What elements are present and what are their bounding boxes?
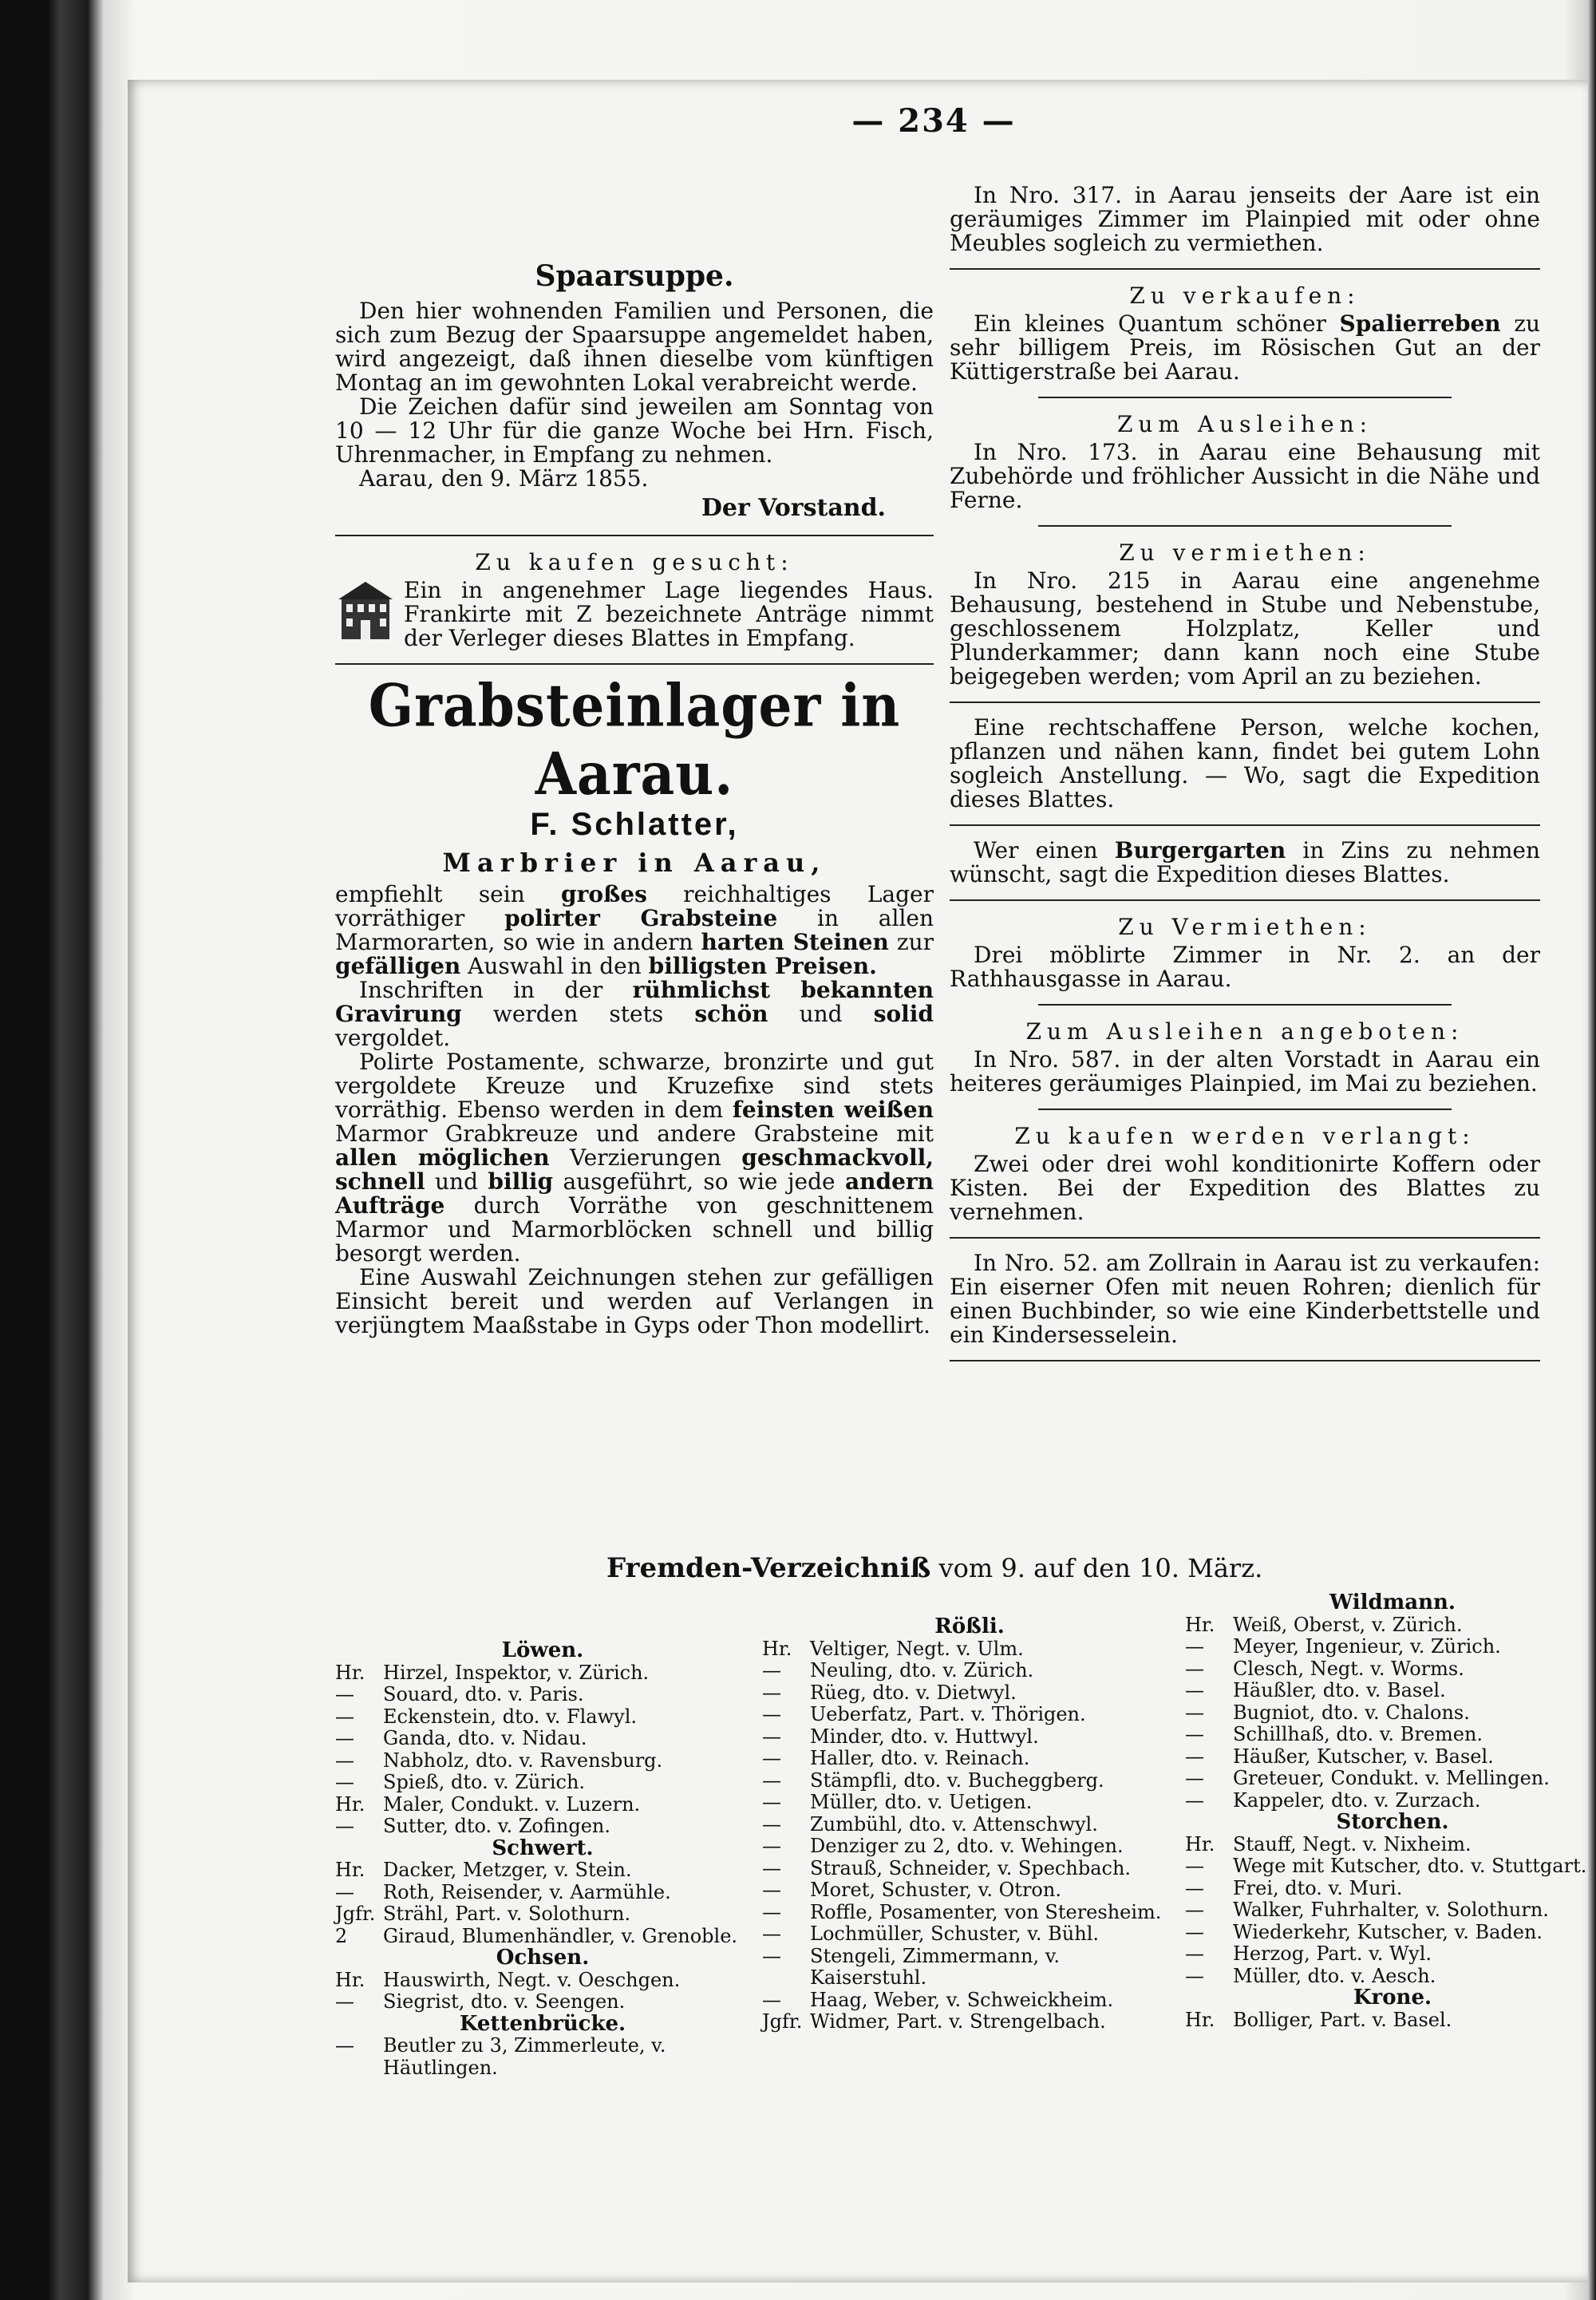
- guest-prefix: —: [762, 1856, 781, 1879]
- guest-text: Häußer, Kutscher, v. Basel.: [1233, 1745, 1494, 1768]
- guest-prefix: —: [335, 2034, 354, 2057]
- grabstein-title: Grabsteinlager in Aarau.: [368, 671, 901, 808]
- left-column: [335, 136, 934, 1338]
- guest-prefix: —: [762, 1703, 781, 1725]
- spaarsuppe-para1: Den hier wohnenden Familien und Personen, die sich zum Bezug der Spaarsuppe angemeldet haben, wird angezeigt, daß ihnen dieselbe vom künftigen Montag an im gewohnten Lokal verabreicht werde.: [335, 298, 934, 396]
- guest-entry: [335, 1750, 750, 1772]
- guest-text: Stämpfli, dto. v. Bucheggberg.: [810, 1768, 1104, 1792]
- firm-role: Marbrier in Aarau,: [442, 848, 827, 878]
- guest-prefix: Hr.: [1185, 1832, 1215, 1855]
- guest-prefix: Hr.: [335, 1968, 365, 1991]
- guest-text: Bugniot, dto. v. Chalons.: [1233, 1701, 1470, 1724]
- guest-text: Ganda, dto. v. Nidau.: [383, 1727, 587, 1749]
- ad4-heading: Zu vermiethen:: [1119, 539, 1371, 566]
- grabstein-para2: Inschriften in der rühmlichst bekannten Gravirung werden stets schön und solid vergoldet.: [335, 977, 934, 1051]
- guest-text: Meyer, Ingenieur, v. Zürich.: [1233, 1635, 1501, 1658]
- hotel-name: Schwert.: [492, 1836, 594, 1860]
- guest-text: Bolliger, Part. v. Basel.: [1233, 2008, 1452, 2031]
- guest-prefix: —: [335, 1990, 354, 2013]
- divider: [1038, 397, 1452, 398]
- ad-ofen-52: In Nro. 52. am Zollrain in Aarau ist zu verkaufen: Ein eiserner Ofen mit neuen Rohren; dienlich für einen Buchbinder, so wie eine Kinderbettstelle und ein Kindersesselein.: [950, 1250, 1540, 1348]
- guest-entry: [762, 1682, 1177, 1705]
- guest-prefix: —: [762, 1725, 781, 1748]
- guest-prefix: —: [335, 1705, 354, 1728]
- guest-entry: [762, 1638, 1177, 1661]
- guest-prefix: —: [762, 1791, 781, 1813]
- guest-text: Souard, dto. v. Paris.: [383, 1683, 584, 1705]
- guest-entry: [762, 1858, 1177, 1880]
- hotel-name: Ochsen.: [496, 1946, 590, 1970]
- hotel-name: Storchen.: [1336, 1810, 1449, 1834]
- guest-text: Hauswirth, Negt. v. Oeschgen.: [383, 1968, 681, 1991]
- guest-prefix: —: [1185, 1767, 1204, 1789]
- guest-prefix: —: [762, 1681, 781, 1704]
- guest-text: Herzog, Part. v. Wyl.: [1233, 1942, 1432, 1965]
- guest-text: Strauß, Schneider, v. Spechbach.: [810, 1856, 1132, 1879]
- ad-spalierreben: Ein kleines Quantum schöner Spalierreben zu sehr billigem Preis, im Rösischen Gut an der Küttigerstraße bei Aarau.: [950, 310, 1540, 385]
- guest-prefix: Hr.: [335, 1792, 365, 1816]
- page-number: — 234 —: [851, 102, 1016, 140]
- guest-entry: [1185, 1724, 1596, 1746]
- guest-prefix: —: [762, 1988, 781, 2011]
- guest-entry: [762, 1990, 1177, 2012]
- guest-entry: [335, 1662, 750, 1685]
- guest-prefix: —: [1185, 1723, 1204, 1745]
- guest-entry: [335, 1772, 750, 1794]
- guest-prefix: —: [1185, 1701, 1204, 1724]
- divider: [950, 824, 1540, 826]
- guest-text: Lochmüller, Schuster, v. Bühl.: [810, 1923, 1100, 1945]
- guest-prefix: —: [1185, 1899, 1204, 1921]
- divider: [1038, 1004, 1452, 1006]
- guest-prefix: —: [335, 1749, 354, 1772]
- divider: [335, 535, 934, 536]
- guest-entry: [1185, 1966, 1596, 1988]
- guest-entry: [1185, 1855, 1596, 1878]
- guest-prefix: —: [762, 1812, 781, 1836]
- guest-prefix: —: [1185, 1920, 1204, 1943]
- guest-entry: [762, 1946, 1177, 1990]
- guest-prefix: —: [1185, 1635, 1204, 1658]
- guest-text: Stengeli, Zimmermann, v. Kaiserstuhl.: [810, 1944, 1061, 1989]
- guest-prefix: —: [1185, 1745, 1204, 1768]
- fremden-col-2: [762, 1616, 1177, 2033]
- guest-text: Wiederkehr, Kutscher, v. Baden.: [1233, 1920, 1543, 1943]
- guest-entry: [335, 1991, 750, 2013]
- guest-entry: [1185, 1614, 1596, 1637]
- guest-text: Strähl, Part. v. Solothurn.: [383, 1903, 631, 1925]
- guest-entry: [1185, 1658, 1596, 1681]
- divider: [950, 268, 1540, 270]
- guest-entry: [335, 1684, 750, 1706]
- guest-text: Kappeler, dto. v. Zurzach.: [1233, 1788, 1481, 1812]
- guest-text: Haag, Weber, v. Schweickheim.: [810, 1988, 1114, 2011]
- guest-text: Haller, dto. v. Reinach.: [810, 1747, 1030, 1769]
- guest-text: Greteuer, Condukt. v. Mellingen.: [1233, 1767, 1550, 1789]
- guest-text: Clesch, Negt. v. Worms.: [1233, 1657, 1464, 1680]
- firm-name: F. Schlatter,: [530, 807, 739, 842]
- divider: [1038, 1109, 1452, 1110]
- guest-prefix: Jgfr.: [762, 2010, 803, 2033]
- ad9-heading: Zu kaufen werden verlangt:: [1014, 1123, 1476, 1149]
- guest-prefix: Hr.: [1185, 2008, 1215, 2031]
- fremden-col-1: [335, 1640, 750, 2079]
- hotel-name: Wildmann.: [1329, 1591, 1456, 1614]
- ad-plainpied-587: In Nro. 587. in der alten Vorstadt in Aarau ein heiteres geräumiges Plainpied, im Mai zu beziehen.: [950, 1046, 1540, 1097]
- guest-prefix: —: [1185, 1657, 1204, 1680]
- guest-prefix: Hr.: [1185, 1613, 1215, 1636]
- guest-text: Eckenstein, dto. v. Flawyl.: [383, 1705, 638, 1728]
- guest-text: Neuling, dto. v. Zürich.: [810, 1659, 1034, 1682]
- guest-text: Sutter, dto. v. Zofingen.: [383, 1815, 610, 1837]
- spaarsuppe-signature: Der Vorstand.: [701, 494, 886, 522]
- guest-text: Frei, dto. v. Muri.: [1233, 1876, 1403, 1899]
- guest-entry: [335, 1706, 750, 1729]
- guest-entry: [1185, 2010, 1596, 2032]
- guest-text: Häußler, dto. v. Basel.: [1233, 1679, 1446, 1701]
- guest-entry: [762, 1879, 1177, 1902]
- guest-entry: [762, 2011, 1177, 2033]
- guest-prefix: Hr.: [335, 1859, 365, 1881]
- guest-entry: [335, 1859, 750, 1882]
- guest-entry: [1185, 1899, 1596, 1922]
- guest-text: Moret, Schuster, v. Otron.: [810, 1879, 1061, 1901]
- ad-behausung-215: In Nro. 215 in Aarau eine angenehme Behausung, bestehend in Stube und Nebenstube, geschlossenem Holzplatz, Keller und Plunderkammer; dann kann noch eine Stube beigegeben werden; vom April an zu beziehen.: [950, 567, 1540, 690]
- guest-entry: [762, 1770, 1177, 1792]
- divider: [335, 663, 934, 665]
- guest-entry: [762, 1792, 1177, 1814]
- guest-text: Müller, dto. v. Uetigen.: [810, 1791, 1033, 1813]
- guest-prefix: —: [1185, 1964, 1204, 1987]
- guest-prefix: —: [1185, 1679, 1204, 1701]
- house-icon: [335, 579, 396, 642]
- guest-prefix: —: [1185, 1788, 1204, 1812]
- guest-prefix: —: [1185, 1942, 1204, 1965]
- guest-prefix: Hr.: [335, 1661, 365, 1684]
- guest-prefix: —: [762, 1944, 781, 1967]
- guest-entry: [1185, 1790, 1596, 1812]
- guest-entry: [1185, 1680, 1596, 1702]
- guest-text: Giraud, Blumenhändler, v. Grenoble.: [383, 1924, 738, 1947]
- ad3-heading: Zum Ausleihen:: [1116, 411, 1373, 437]
- grabstein-para1: empfiehlt sein großes reichhaltiges Lager vorräthiger polirter Grabsteine in allen Marmorarten, so wie in andern harten Steinen zur gefälligen Auswahl in den billigsten Preisen.: [335, 881, 934, 979]
- ad2-heading: Zu verkaufen:: [1129, 283, 1361, 309]
- guest-text: Weiß, Oberst, v. Zürich.: [1233, 1613, 1463, 1636]
- guest-text: Ueberfatz, Part. v. Thörigen.: [810, 1703, 1086, 1725]
- guest-entry: [1185, 1768, 1596, 1790]
- guest-text: Veltiger, Negt. v. Ulm.: [810, 1637, 1024, 1660]
- divider: [950, 1237, 1540, 1239]
- ad-person: Eine rechtschaffene Person, welche kochen, pflanzen und nähen kann, findet bei gutem Lohn sogleich Anstellung. — Wo, sagt die Expedition dieses Blattes.: [950, 714, 1540, 812]
- guest-entry: [762, 1726, 1177, 1749]
- guest-text: Walker, Fuhrhalter, v. Solothurn.: [1233, 1899, 1549, 1921]
- guest-entry: [762, 1814, 1177, 1836]
- guest-text: Siegrist, dto. v. Seengen.: [383, 1990, 626, 2013]
- guest-entry: [762, 1704, 1177, 1726]
- spaarsuppe-date: Aarau, den 9. März 1855.: [359, 465, 649, 492]
- divider: [950, 899, 1540, 901]
- divider: [950, 1360, 1540, 1361]
- ad-zimmer-317: In Nro. 317. in Aarau jenseits der Aare ist ein geräumiges Zimmer im Plainpied mit oder ohne Meubles sogleich zu vermiethen.: [950, 182, 1540, 256]
- guest-prefix: Hr.: [762, 1637, 792, 1660]
- guest-entry: [335, 1816, 750, 1838]
- guest-prefix: —: [335, 1683, 354, 1705]
- guest-entry: [335, 1903, 750, 1926]
- grabstein-para4: Eine Auswahl Zeichnungen stehen zur gefälligen Einsicht bereit und werden auf Verlangen in verjüngtem Maaßstabe in Gyps oder Thon modellirt.: [335, 1264, 934, 1338]
- guest-prefix: —: [335, 1727, 354, 1749]
- guest-entry: [335, 1882, 750, 1904]
- guest-entry: [335, 2035, 750, 2079]
- ad-behausung-173: In Nro. 173. in Aarau eine Behausung mit Zubehörde und fröhlicher Aussicht in die Nähe und Ferne.: [950, 439, 1540, 513]
- spaarsuppe-para2: Die Zeichen dafür sind jeweilen am Sonntag von 10 — 12 Uhr für die ganze Woche bei Hrn. Fisch, Uhrenmacher, in Empfang zu nehmen.: [335, 393, 934, 468]
- zu-kaufen-ad: [335, 579, 934, 650]
- guest-entry: [762, 1660, 1177, 1682]
- guest-text: Beutler zu 3, Zimmerleute, v. Häutlingen.: [383, 2034, 666, 2079]
- guest-prefix: —: [762, 1900, 781, 1923]
- fremden-verzeichnis: [335, 1552, 1587, 2143]
- guest-entry: [1185, 1746, 1596, 1768]
- guest-entry: [335, 1970, 750, 1992]
- guest-text: Müller, dto. v. Aesch.: [1233, 1964, 1436, 1987]
- guest-prefix: —: [335, 1815, 354, 1837]
- fremden-col-3: [1185, 1592, 1596, 2031]
- ad8-heading: Zum Ausleihen angeboten:: [1025, 1018, 1464, 1045]
- guest-text: Zumbühl, dto. v. Attenschwyl.: [810, 1812, 1098, 1836]
- guest-text: Spieß, dto. v. Zürich.: [383, 1771, 586, 1793]
- guest-text: Hirzel, Inspektor, v. Zürich.: [383, 1661, 650, 1684]
- guest-prefix: —: [1185, 1855, 1204, 1877]
- guest-entry: [762, 1836, 1177, 1858]
- guest-prefix: —: [762, 1879, 781, 1901]
- right-column: [950, 184, 1540, 1374]
- zu-kaufen-heading: Zu kaufen gesucht:: [475, 549, 794, 575]
- guest-text: Roffle, Posamenter, von Steresheim.: [810, 1900, 1162, 1923]
- fremden-columns: [335, 1584, 1587, 2143]
- guest-entry: [1185, 1922, 1596, 1944]
- divider: [1038, 525, 1452, 527]
- guest-text: Maler, Condukt. v. Luzern.: [383, 1792, 641, 1816]
- guest-prefix: —: [762, 1747, 781, 1769]
- guest-text: Stauff, Negt. v. Nixheim.: [1233, 1832, 1472, 1855]
- guest-text: Denziger zu 2, dto. v. Wehingen.: [810, 1835, 1124, 1857]
- guest-prefix: —: [762, 1835, 781, 1857]
- hotel-name: Löwen.: [501, 1638, 584, 1662]
- grabstein-para3: Polirte Postamente, schwarze, bronzirte und gut vergoldete Kreuze und Kruzefixe sind stets vorräthig. Ebenso werden in dem feinsten weißen Marmor Grabkreuze und andere Grabsteine mit allen möglichen Verzierungen geschmackvoll, schnell und billig ausgeführt, so wie jede andern Aufträge durch Vorräthe von geschnittenem Marmor und Marmorblöcken schnell und billig besorgt werden.: [335, 1049, 934, 1267]
- guest-prefix: —: [762, 1923, 781, 1945]
- zu-kaufen-text: Ein in angenehmer Lage liegendes Haus. Frankirte mit Z bezeichnete Anträge nimmt der Verleger dieses Blattes in Empfang.: [404, 577, 934, 651]
- hotel-name: Rößli.: [934, 1614, 1005, 1638]
- guest-entry: [335, 1794, 750, 1816]
- hotel-name: Kettenbrücke.: [459, 2011, 626, 2036]
- ad7-heading: Zu Vermiethen:: [1118, 914, 1372, 940]
- guest-text: Schillhaß, dto. v. Bremen.: [1233, 1723, 1483, 1745]
- guest-text: Nabholz, dto. v. Ravensburg.: [383, 1749, 663, 1772]
- guest-entry: [335, 1728, 750, 1750]
- guest-prefix: —: [762, 1768, 781, 1792]
- ad-koffern: Zwei oder drei wohl konditionirte Koffern oder Kisten. Bei der Expedition des Blattes zu vernehmen.: [950, 1151, 1540, 1225]
- guest-prefix: —: [335, 1880, 354, 1903]
- guest-prefix: —: [335, 1771, 354, 1793]
- guest-entry: [335, 1926, 750, 1948]
- guest-prefix: —: [1185, 1876, 1204, 1899]
- divider: [950, 701, 1540, 703]
- guest-entry: [1185, 1834, 1596, 1856]
- guest-text: Rüeg, dto. v. Dietwyl.: [810, 1681, 1017, 1704]
- guest-text: Wege mit Kutscher, dto. v. Stuttgart.: [1233, 1855, 1587, 1877]
- guest-entry: [762, 1902, 1177, 1924]
- guest-text: Roth, Reisender, v. Aarmühle.: [383, 1880, 671, 1903]
- fremden-title: Fremden-Verzeichniß vom 9. auf den 10. März.: [606, 1552, 1263, 1584]
- spaarsuppe-title: Spaarsuppe.: [535, 259, 734, 293]
- guest-prefix: 2: [335, 1924, 348, 1947]
- guest-entry: [1185, 1702, 1596, 1725]
- guest-prefix: Jgfr.: [335, 1903, 376, 1925]
- guest-text: Minder, dto. v. Huttwyl.: [810, 1725, 1039, 1748]
- guest-prefix: —: [762, 1659, 781, 1682]
- guest-entry: [1185, 1636, 1596, 1658]
- guest-entry: [762, 1923, 1177, 1946]
- ad-burgergarten: Wer einen Burgergarten in Zins zu nehmen wünscht, sagt die Expedition dieses Blattes.: [950, 837, 1540, 887]
- guest-entry: [1185, 1943, 1596, 1966]
- guest-text: Dacker, Metzger, v. Stein.: [383, 1859, 632, 1881]
- guest-entry: [762, 1748, 1177, 1770]
- hotel-name: Krone.: [1353, 1986, 1432, 2010]
- ad-zimmer-rathhausgasse: Drei möblirte Zimmer in Nr. 2. an der Rathhausgasse in Aarau.: [950, 942, 1540, 992]
- guest-entry: [1185, 1878, 1596, 1900]
- guest-text: Widmer, Part. v. Strengelbach.: [810, 2010, 1106, 2033]
